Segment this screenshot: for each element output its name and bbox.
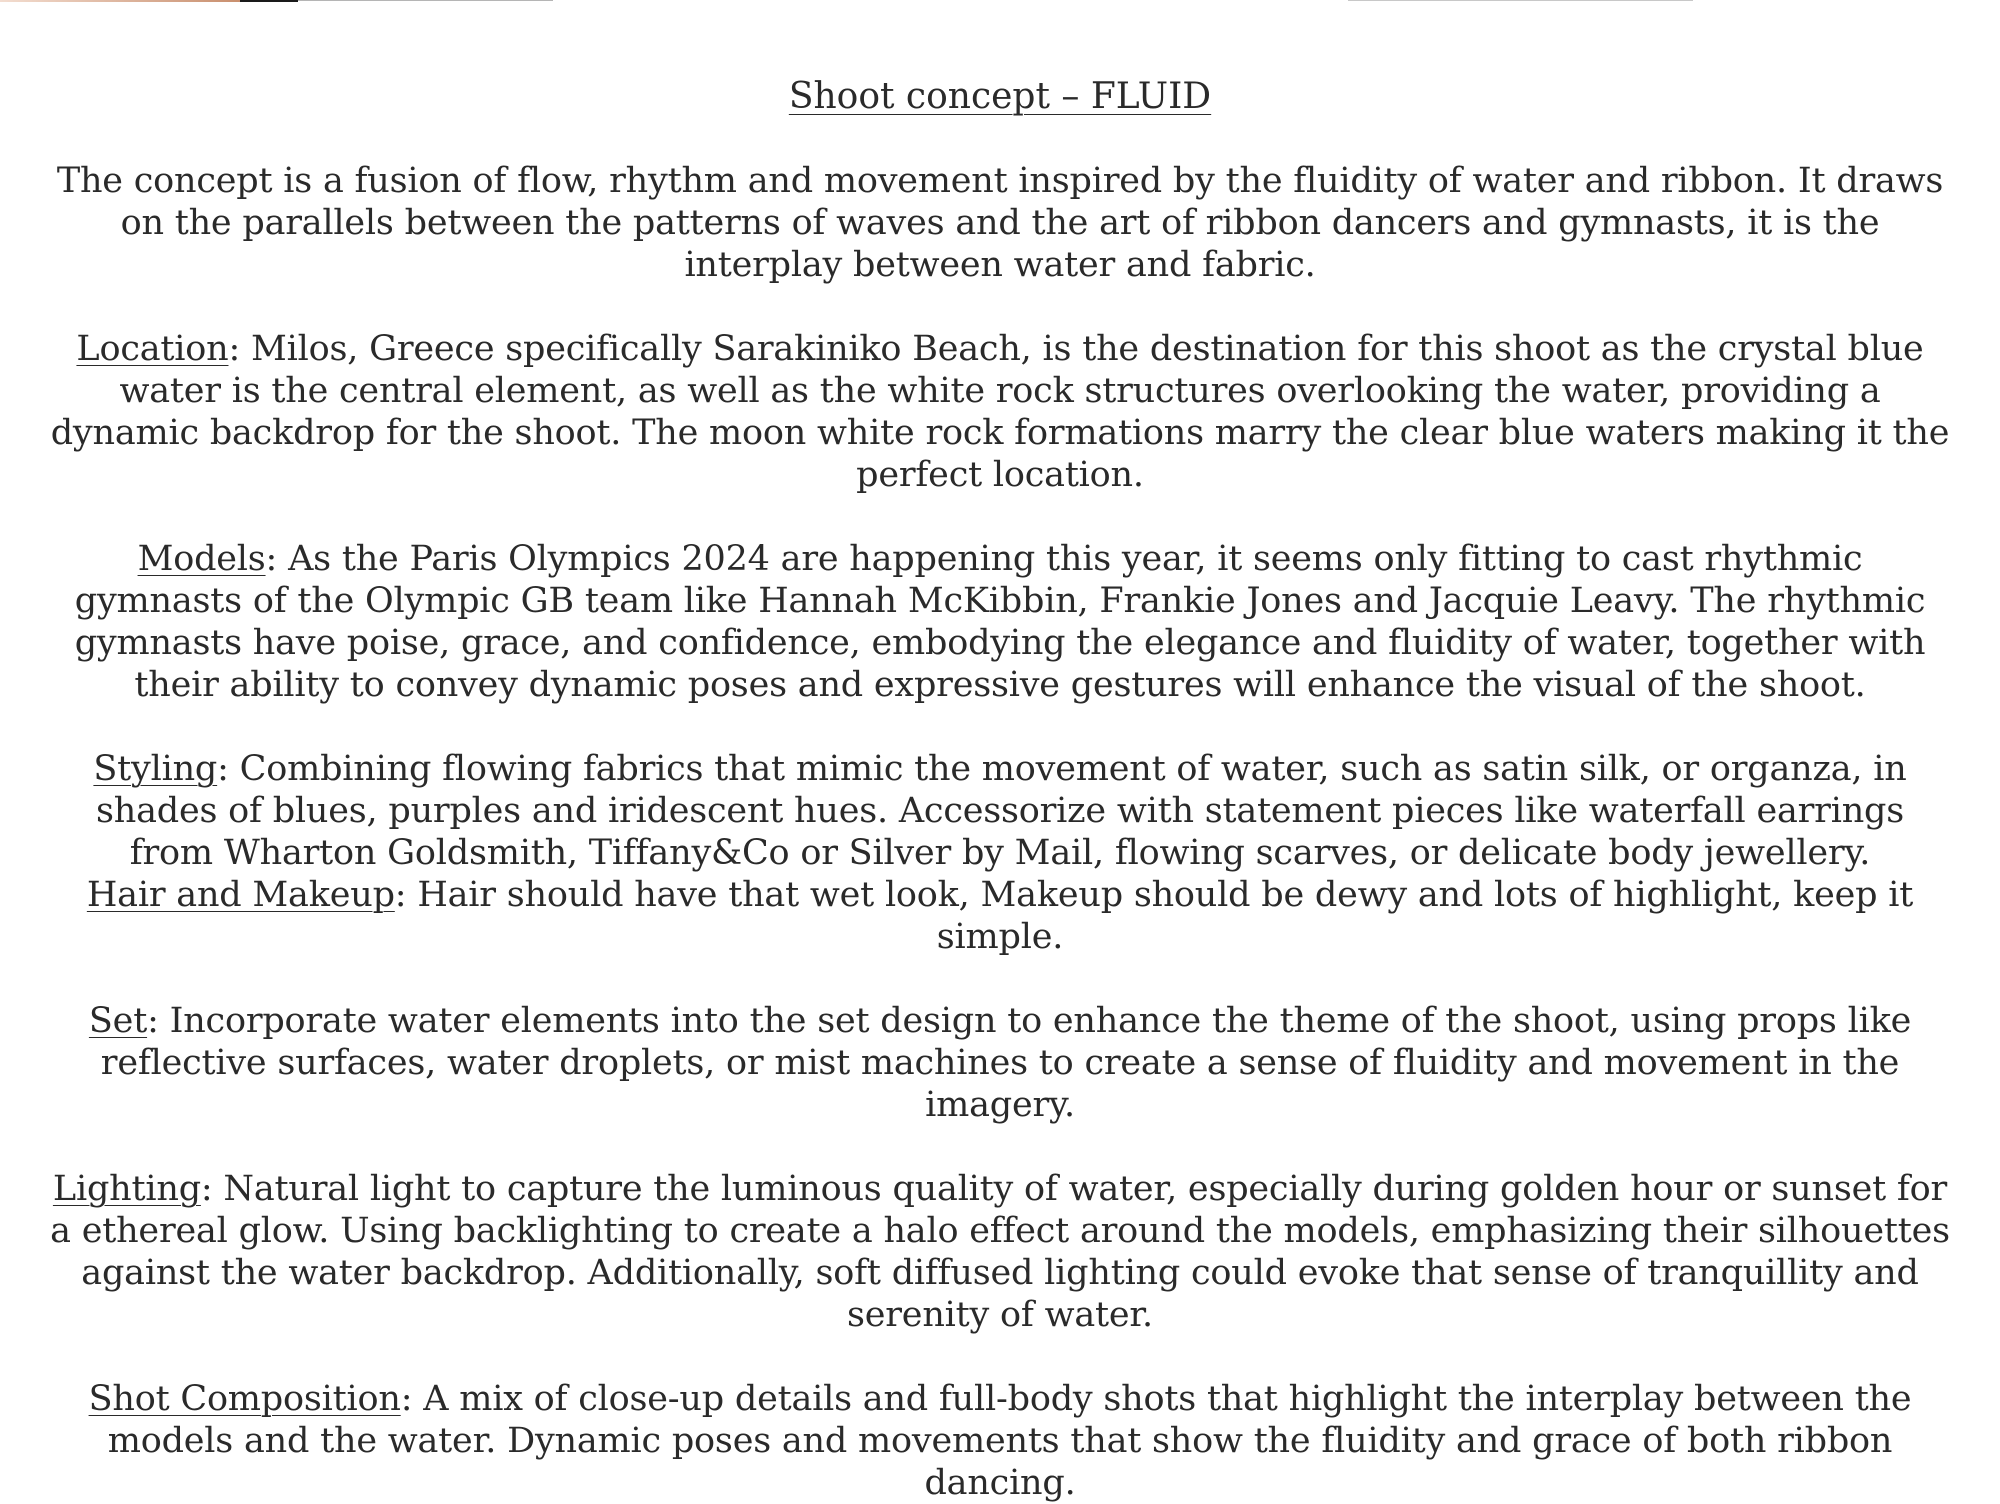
hair-makeup-text: : Hair should have that wet look, Makeup should be dewy and lots of highlight, keep it simple. bbox=[394, 875, 1914, 957]
models-text: : As the Paris Olympics 2024 are happening this year, it seems only fitting to cast rhythmic gymnasts of the Olympic GB team like Hannah McKibbin, Frankie Jones and Jacquie Leavy. The rhythmic gymnasts have poise, grace, and confidence, embodying the elegance and fluidity of water, together with their ability to convey dynamic poses and expressive gestures will enhance the visual of the shoot. bbox=[74, 539, 1926, 705]
spacer bbox=[50, 496, 1950, 538]
spacer bbox=[50, 118, 1950, 160]
spacer bbox=[50, 286, 1950, 328]
styling-label: Styling bbox=[93, 749, 218, 789]
models-label: Models bbox=[137, 539, 266, 579]
spacer bbox=[50, 706, 1950, 748]
hair-makeup-label: Hair and Makeup bbox=[86, 875, 395, 915]
top-rule-left-gradient bbox=[0, 0, 240, 2]
top-rule-right bbox=[1348, 0, 1693, 1]
hair-makeup-paragraph bbox=[50, 874, 1950, 958]
set-label: Set bbox=[88, 1001, 148, 1041]
shot-composition-paragraph bbox=[50, 1378, 1950, 1504]
location-paragraph bbox=[50, 328, 1950, 496]
models-paragraph bbox=[50, 538, 1950, 706]
styling-text: : Combining flowing fabrics that mimic the movement of water, such as satin silk, or organza, in shades of blues, purples and iridescent hues. Accessorize with statement pieces like waterfall earrings from Wharton Goldsmith, Tiffany&Co or Silver by Mail, flowing scarves, or delicate body jewellery. bbox=[96, 749, 1907, 873]
spacer bbox=[50, 958, 1950, 1000]
intro-paragraph: The concept is a fusion of flow, rhythm and movement inspired by the fluidity of water and ribbon. It draws on the parallels between the patterns of waves and the art of ribbon dancers and gymnasts, it is the interplay between water and fabric. bbox=[56, 161, 1944, 285]
styling-paragraph bbox=[50, 748, 1950, 874]
top-rule-left-light bbox=[298, 0, 553, 1]
lighting-text: : Natural light to capture the luminous quality of water, especially during golden hour or sunset for a ethereal glow. Using backlighting to create a halo effect around the models, emphasizing their silhouettes against the water backdrop. Additionally, soft diffused lighting could evoke that sense of tranquillity and serenity of water. bbox=[50, 1169, 1950, 1335]
shot-composition-label: Shot Composition bbox=[88, 1379, 401, 1419]
set-text: : Incorporate water elements into the set design to enhance the theme of the shoot, using props like reflective surfaces, water droplets, or mist machines to create a sense of fluidity and movement in the imagery. bbox=[100, 1001, 1912, 1125]
document-title: Shoot concept – FLUID bbox=[788, 76, 1212, 117]
location-text: : Milos, Greece specifically Sarakiniko Beach, is the destination for this shoot as the crystal blue water is the central element, as well as the white rock structures overlooking the water, providing a dynamic backdrop for the shoot. The moon white rock formations marry the clear blue waters making it the perfect location. bbox=[50, 329, 1950, 495]
set-paragraph bbox=[50, 1000, 1950, 1126]
lighting-paragraph bbox=[50, 1168, 1950, 1336]
spacer bbox=[50, 1336, 1950, 1378]
document-body bbox=[50, 76, 1950, 1504]
location-label: Location bbox=[76, 329, 229, 369]
lighting-label: Lighting bbox=[52, 1169, 201, 1209]
shot-composition-text: : A mix of close-up details and full-body shots that highlight the interplay between the models and the water. Dynamic poses and movements that show the fluidity and grace of both ribbon dancing. bbox=[107, 1379, 1912, 1503]
spacer bbox=[50, 1126, 1950, 1168]
top-rule-left-dark bbox=[240, 0, 298, 2]
